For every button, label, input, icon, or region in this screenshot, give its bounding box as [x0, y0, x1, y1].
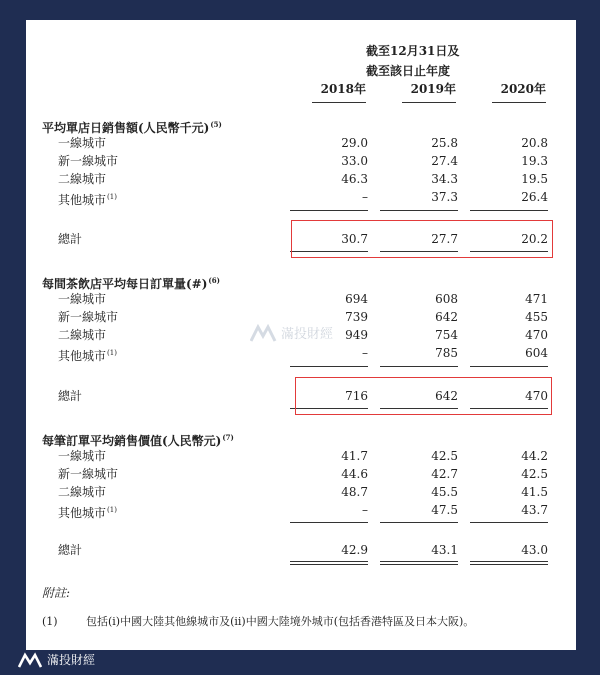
value-cell: 470	[525, 328, 548, 342]
value-cell: 19.5	[521, 172, 548, 186]
total-value: 716	[345, 389, 368, 403]
total-value: 30.7	[341, 232, 368, 246]
value-cell: 41.7	[341, 449, 368, 463]
value-cell: 754	[435, 328, 458, 342]
row-label: 二線城市	[58, 328, 107, 342]
value-cell: 455	[525, 310, 548, 324]
value-cell: 29.0	[341, 136, 368, 150]
header-underline-2018	[312, 102, 366, 103]
total-label: 總計	[58, 389, 83, 403]
subtotal-rule	[290, 366, 368, 367]
row-label: 其他城市$^{(1)}$	[58, 193, 117, 207]
row-label: 新一線城市	[58, 154, 119, 168]
value-cell: 48.7	[341, 485, 368, 499]
total-highlight-box	[291, 220, 553, 258]
value-cell: 37.3	[431, 190, 458, 204]
document-page	[26, 20, 576, 650]
value-cell: 26.4	[521, 190, 548, 204]
total-label: 總計	[58, 543, 83, 557]
total-value: 642	[435, 389, 458, 403]
total-value: 470	[525, 389, 548, 403]
watermark-logo-icon	[250, 324, 278, 342]
brand-mark-icon	[18, 652, 42, 668]
row-label: 一線城市	[58, 136, 107, 150]
row-label: 其他城市$^{(1)}$	[58, 349, 117, 363]
value-cell: 785	[435, 346, 458, 360]
header-underline-2020	[492, 102, 546, 103]
row-label: 二線城市	[58, 172, 107, 186]
value-cell: 27.4	[431, 154, 458, 168]
value-cell: 41.5	[521, 485, 548, 499]
value-cell: 34.3	[431, 172, 458, 186]
value-cell: 42.5	[431, 449, 458, 463]
value-cell: 694	[345, 292, 368, 306]
row-label: 一線城市	[58, 292, 107, 306]
year-header-2019: 2019年	[410, 82, 456, 96]
footnote-mark: (1)	[42, 615, 58, 628]
footnote-text: 包括(i)中國大陸其他線城市及(ii)中國大陸境外城市(包括香港特區及日本大阪)。	[86, 615, 475, 628]
value-cell: 44.6	[341, 467, 368, 481]
value-cell: 42.7	[431, 467, 458, 481]
subtotal-rule	[470, 366, 548, 367]
section-title: 每筆訂單平均銷售價值(人民幣元)$^{(7)}$	[42, 433, 234, 448]
row-label: 一線城市	[58, 449, 107, 463]
value-cell: –	[362, 190, 368, 204]
footnote-heading: 附註:	[42, 586, 71, 600]
total-value: 42.9	[341, 543, 368, 557]
value-cell: 471	[525, 292, 548, 306]
year-header-2018: 2018年	[320, 82, 366, 96]
row-label: 新一線城市	[58, 467, 119, 481]
value-cell: 949	[345, 328, 368, 342]
subtotal-rule	[380, 210, 458, 211]
total-value: 27.7	[431, 232, 458, 246]
total-value: 43.0	[521, 543, 548, 557]
section-title: 每間茶飲店平均每日訂單量(#)$^{(6)}$	[42, 276, 220, 291]
period-line-2: 截至該日止年度	[366, 64, 451, 78]
period-line-1: 截至12月31日及	[366, 44, 460, 58]
value-cell: 25.8	[431, 136, 458, 150]
value-cell: –	[362, 503, 368, 517]
value-cell: 604	[525, 346, 548, 360]
value-cell: 739	[345, 310, 368, 324]
value-cell: 33.0	[341, 154, 368, 168]
value-cell: 45.5	[431, 485, 458, 499]
watermark: 滿投財經	[250, 323, 333, 342]
subtotal-rule	[380, 522, 458, 523]
value-cell: 608	[435, 292, 458, 306]
double-total-rule	[470, 561, 548, 565]
value-cell: 19.3	[521, 154, 548, 168]
value-cell: 46.3	[341, 172, 368, 186]
subtotal-rule	[290, 210, 368, 211]
value-cell: 47.5	[431, 503, 458, 517]
subtotal-rule	[470, 210, 548, 211]
row-label: 二線城市	[58, 485, 107, 499]
subtotal-rule	[470, 522, 548, 523]
value-cell: 43.7	[521, 503, 548, 517]
total-value: 20.2	[521, 232, 548, 246]
value-cell: 20.8	[521, 136, 548, 150]
header-underline-2019	[402, 102, 456, 103]
year-header-2020: 2020年	[500, 82, 546, 96]
double-total-rule	[380, 561, 458, 565]
row-label: 新一線城市	[58, 310, 119, 324]
value-cell: –	[362, 346, 368, 360]
total-label: 總計	[58, 232, 83, 246]
brand-logo: 滿投財經	[18, 651, 95, 668]
total-highlight-box	[295, 377, 552, 415]
subtotal-rule	[290, 522, 368, 523]
subtotal-rule	[380, 366, 458, 367]
value-cell: 642	[435, 310, 458, 324]
value-cell: 44.2	[521, 449, 548, 463]
total-value: 43.1	[431, 543, 458, 557]
row-label: 其他城市$^{(1)}$	[58, 506, 117, 520]
value-cell: 42.5	[521, 467, 548, 481]
double-total-rule	[290, 561, 368, 565]
section-title: 平均單店日銷售額(人民幣千元)$^{(5)}$	[42, 120, 222, 135]
